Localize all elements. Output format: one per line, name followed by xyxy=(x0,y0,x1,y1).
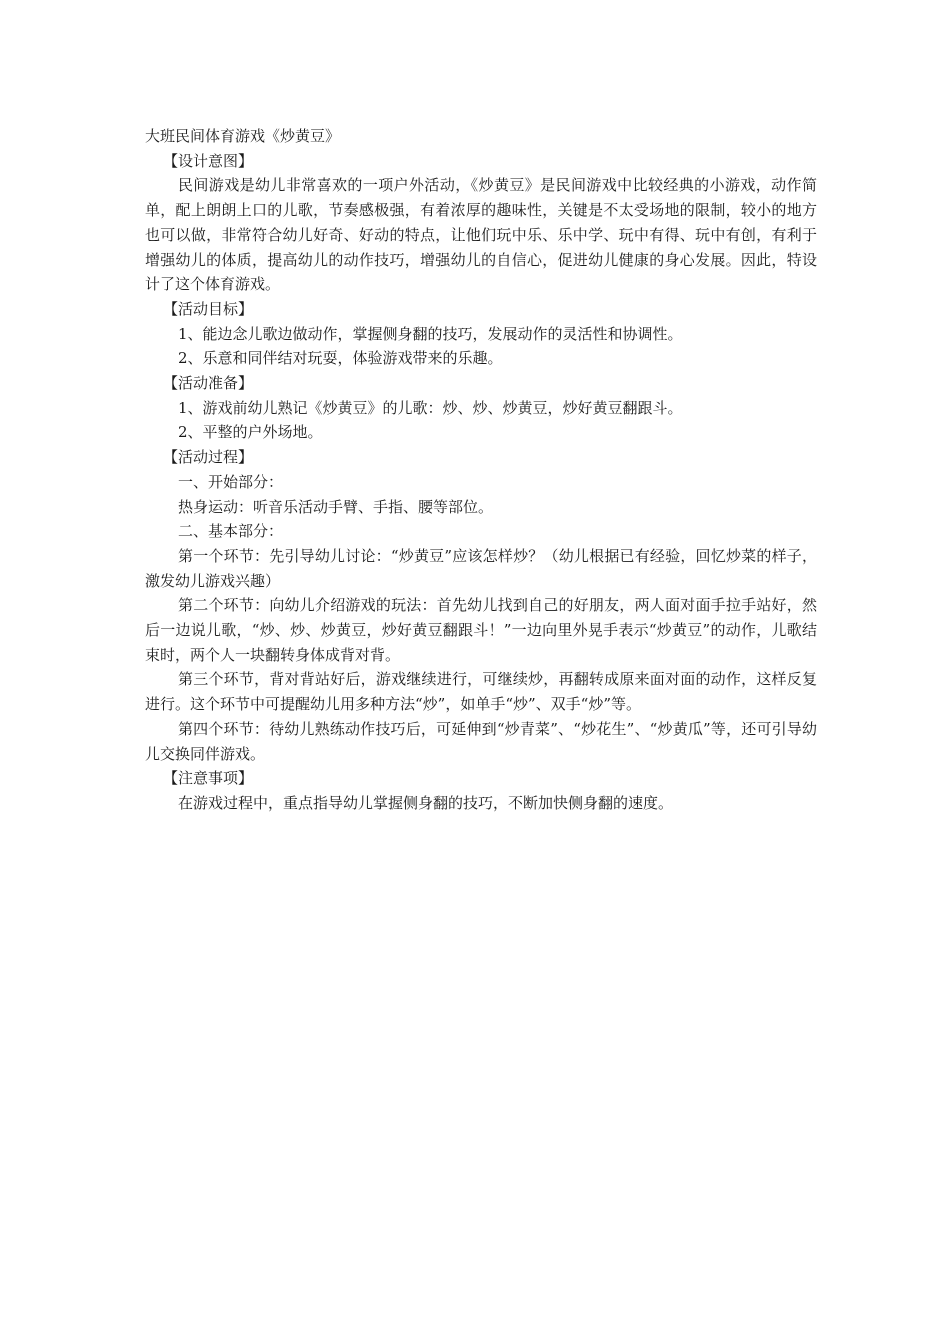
notes-paragraph: 在游戏过程中，重点指导幼儿掌握侧身翻的技巧，不断加快侧身翻的速度。 xyxy=(178,793,674,812)
process-heading: 【活动过程】 xyxy=(163,448,254,467)
design-intent-paragraph: 民间游戏是幼儿非常喜欢的一项户外活动，《炒黄豆》是民间游戏中比较经典的小游戏，动作简单，配上朗朗上口的儿歌，节奏感极强，有着浓厚的趣味性，关键是不太受场地的限制，较小的地方也可以做，非常符合幼儿好奇、好动的特点，让他们玩中乐、乐中学、玩中有得、玩中有创，有利于增强幼儿的体质，提高幼儿的动作技巧，增强幼儿的自信心，促进幼儿健康的身心发展。因此，特设计了这个体育游戏。 xyxy=(145,176,817,294)
preparation-item-2: 2、平整的户外场地。 xyxy=(178,423,323,442)
process-step-4: 第四个环节：待幼儿熟练动作技巧后，可延伸到“炒青菜”、“炒花生”、“炒黄瓜”等，还可引导幼儿交换同伴游戏。 xyxy=(145,719,817,763)
process-part1-text: 热身运动：听音乐活动手臂、手指、腰等部位。 xyxy=(178,497,494,516)
process-part2-label: 二、基本部分： xyxy=(178,522,284,541)
preparation-heading: 【活动准备】 xyxy=(163,374,254,393)
process-step-1: 第一个环节：先引导幼儿讨论：“炒黄豆”应该怎样炒？（幼儿根据已有经验，回忆炒菜的样子，激发幼儿游戏兴趣） xyxy=(145,546,817,590)
process-part1-label: 一、开始部分： xyxy=(178,472,284,491)
document-page xyxy=(145,124,817,816)
process-step-2: 第二个环节：向幼儿介绍游戏的玩法：首先幼儿找到自己的好朋友，两人面对面手拉手站好，然后一边说儿歌，“炒、炒、炒黄豆，炒好黄豆翻跟斗！”一边向里外晃手表示“炒黄豆”的动作，儿歌结束时，两个人一块翻转身体成背对背。 xyxy=(145,596,817,664)
preparation-item-1: 1、游戏前幼儿熟记《炒黄豆》的儿歌：炒、炒、炒黄豆，炒好黄豆翻跟斗。 xyxy=(178,398,683,417)
goal-item-1: 1、能边念儿歌边做动作，掌握侧身翻的技巧，发展动作的灵活性和协调性。 xyxy=(178,324,683,343)
design-intent-heading: 【设计意图】 xyxy=(163,151,254,170)
process-step-3: 第三个环节，背对背站好后，游戏继续进行，可继续炒，再翻转成原来面对面的动作，这样反复进行。这个环节中可提醒幼儿用多种方法“炒”，如单手“炒”、双手“炒”等。 xyxy=(145,670,817,714)
goals-heading: 【活动目标】 xyxy=(163,299,254,318)
document-title: 大班民间体育游戏《炒黄豆》 xyxy=(145,127,341,145)
notes-heading: 【注意事项】 xyxy=(163,769,254,788)
goal-item-2: 2、乐意和同伴结对玩耍，体验游戏带来的乐趣。 xyxy=(178,349,503,368)
